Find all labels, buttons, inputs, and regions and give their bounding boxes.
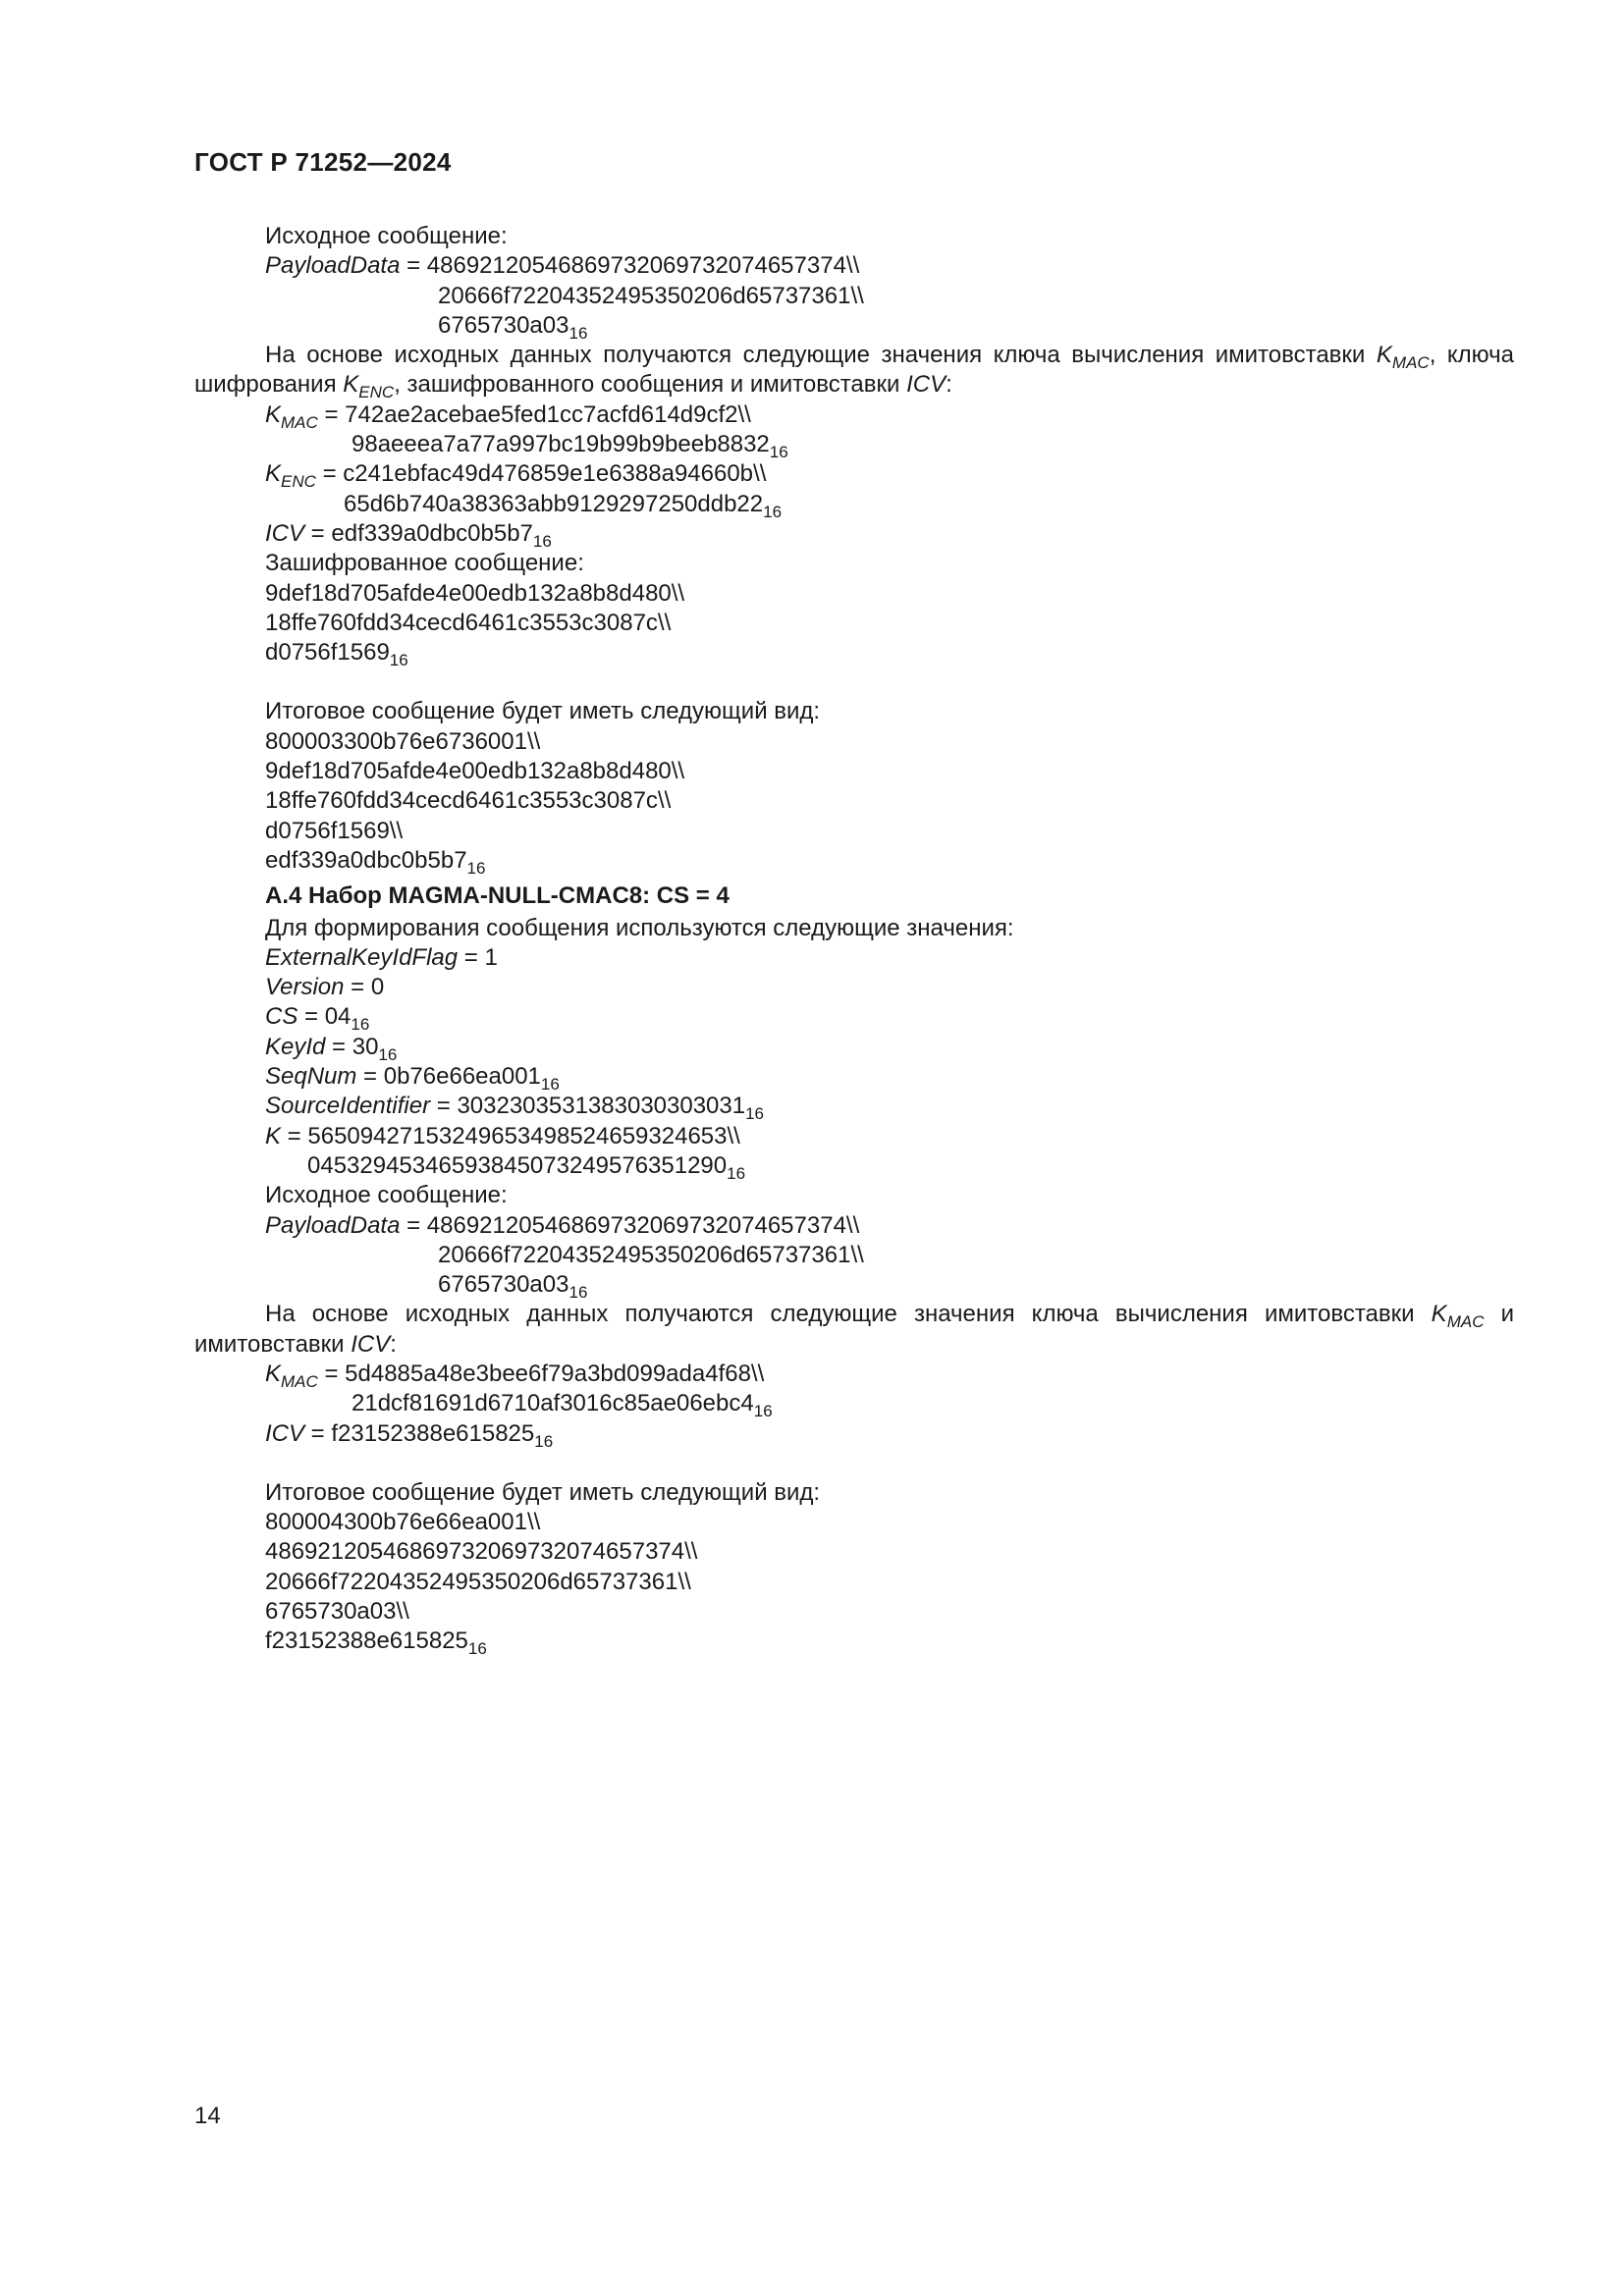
final-line-5: $edf339a0dbc0b5b7_{16}$: [265, 846, 486, 878]
kmac-line-1: $K_{MAC}$ = 742ae2acebae5fed1cc7acfd614d9cf2\\: [265, 400, 751, 432]
kmac-a4-line-2: $21dcf81691d6710af3016c85ae06ebc4_{16}$: [352, 1390, 773, 1421]
icv-a4-line: ICV = $f23152388e615825_{16}$: [265, 1419, 554, 1451]
spacer: [194, 667, 1514, 697]
kmac-a4-line-1: $K_{MAC}$ = 5d4885a48e3bee6f79a3bd099ada4f68\\: [265, 1360, 765, 1391]
payload-line-3: $6765730a03_{16}$: [438, 311, 588, 343]
encrypted-message-label: Зашифрованное сообщение:: [265, 550, 584, 577]
final-a4-line-3: 20666f72204352495350206d65737361\\: [265, 1568, 691, 1595]
payload-a4-line-3: $6765730a03_{16}$: [438, 1271, 588, 1303]
kenc-line-1: $K_{ENC}$ = c241ebfac49d476859e1e6388a94660b\\: [265, 460, 767, 492]
derived-values-paragraph: На основе исходных данных получаются следующие значения ключа вычисления имитовставки $K_{MAC}$, ключа шифрования $K_{ENC}$, зашифрованного сообщения и имитовставки ICV:: [194, 342, 1515, 402]
page-number: 14: [194, 2103, 221, 2129]
final-line-3: 18ffe760fdd34cecd6461c3553c3087c\\: [265, 787, 672, 815]
derived-values-paragraph-a4: На основе исходных данных получаются следующие значения ключа вычисления имитовставки $K_{MAC}$ и имитовставки ICV:: [194, 1301, 1515, 1358]
final-a4-line-2: 4869212054686973206973207465737​4\\: [265, 1538, 698, 1566]
section-heading-a4: А.4 Набор MAGMA-NULL-CMAC8: CS = 4: [265, 882, 730, 910]
values-label: Для формирования сообщения используются следующие значения:: [265, 914, 1014, 941]
payload-a4-line-1: PayloadData = 4869212054686973206973207465737​4\\: [265, 1211, 860, 1239]
seq-num-line: SeqNum = $0b76e66ea001_{16}$: [265, 1063, 560, 1095]
final-line-2: 9def18d705afde4e00edb132a8b8d480\\: [265, 758, 685, 785]
final-a4-line-4: 6765730a03\\: [265, 1598, 409, 1626]
payload-line-2: 20666f72204352495350206d65737361\\: [438, 282, 864, 309]
source-message-label-a4: Исходное сообщение:: [265, 1182, 508, 1209]
final-message-label-a4: Итоговое сообщение будет иметь следующий вид:: [265, 1478, 821, 1506]
source-identifier-line: SourceIdentifier = $3032303531383030303031_{16}$: [265, 1093, 765, 1124]
icv-line: ICV = $edf339a0dbc0b5b7_{16}$: [265, 519, 552, 551]
external-key-flag-line: ExternalKeyIdFlag = 1: [265, 943, 498, 971]
payload-a4-line-2: 20666f72204352495350206d65737361\\: [438, 1241, 864, 1268]
encrypted-line-2: 18ffe760fdd34cecd6461c3553c3087c\\: [265, 609, 672, 636]
source-message-label: Исходное сообщение:: [265, 223, 508, 249]
final-a4-line-1: 800004300b76e66ea001\\: [265, 1509, 541, 1536]
version-line: Version = 0: [265, 974, 385, 1001]
key-line-2: $04532945346593845073249576351290_{16}$: [307, 1151, 746, 1183]
encrypted-line-1: 9def18d705afde4e00edb132a8b8d480\\: [265, 579, 685, 607]
cs-line: CS = $04_{16}$: [265, 1003, 370, 1035]
key-line-1: K = 5650942715324965349852465932465​3\\: [265, 1122, 740, 1149]
document-header: ГОСТ Р 71252—2024: [194, 147, 452, 177]
final-line-1: 800003300b76e6736001\\: [265, 727, 541, 755]
page-content: [194, 222, 1514, 1657]
final-a4-line-5: $f23152388e615825_{16}$: [265, 1628, 487, 1659]
kenc-line-2: $65d6b740a38363abb9129297250ddb22_{16}$: [344, 490, 783, 521]
spacer: [194, 1449, 1514, 1478]
key-id-line: KeyId = $30_{16}$: [265, 1033, 398, 1064]
encrypted-line-3: $d0756f1569_{16}$: [265, 639, 408, 670]
final-message-label: Итоговое сообщение будет иметь следующий вид:: [265, 698, 821, 725]
kmac-line-2: $98aeeea7a77a997bc19b99b9beeb8832_{16}$: [352, 431, 788, 462]
payload-line-1: PayloadData = 4869212054686973206973207465737​4\\: [265, 252, 860, 280]
final-line-4: d0756f1569\\: [265, 817, 404, 844]
